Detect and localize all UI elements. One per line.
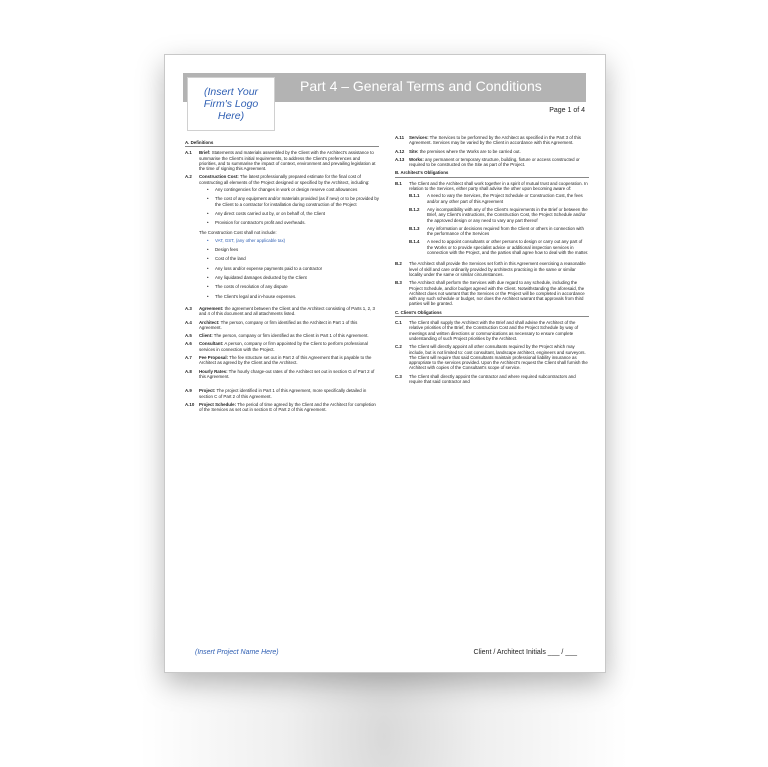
clause-text: The person, company or firm identified as the Client in Part 1 of this Agreement. (212, 333, 369, 339)
clause-text: The Architect shall perform the Services with due regard to any schedule, including the Project Schedule, and/or budget agreed with the Client. Notwithstanding the aforesaid, the Architect does not warrant that the Services or the Project will be completed in accordance with any such schedule or budget, nor does the Architect warrant that approvals from third parties will be granted. (409, 280, 585, 307)
clause-text: The period of time agreed by the Client and the Architect for completion of the Services as set out in section E of Part 2 of this Agreement. (199, 401, 376, 413)
clause-number: A.10 (185, 401, 195, 407)
sub-clause-b1-1: B.1.1 A need to vary the Services, the Project Schedule or Construction Cost, the fees and/or any other part of this Agreement (409, 193, 583, 204)
clause-a4 (185, 320, 379, 331)
clause-number: A.6 (185, 341, 192, 347)
bullet-item: • Any loss and/or expense payments paid to a contractor (207, 265, 323, 271)
page-number: Page 1 of 4 (549, 107, 585, 114)
clause-a5 (185, 333, 379, 338)
bullet-item: • The Client's legal and in-house expenses. (207, 293, 297, 299)
section-heading-b: B. Architect's Obligations (395, 170, 589, 177)
clause-text: The Client will directly appoint all other consultants required by the Project which may include, but is not limited to: cost consultant, landscape architect, engineers and surveyors. The Client will require that said Consultants maintain professional liability insurance as appropriate to the services provided. Upon the Architect's request the Client shall furnish the Architect with copies of the Consultant's scope of service. (409, 344, 588, 371)
bullet-icon: • (207, 237, 209, 243)
clause-a3 (185, 306, 379, 317)
clause-a9 (185, 388, 379, 399)
clause-c2 (395, 344, 589, 370)
clause-text: any permanent or temporary structure, building, fixture or access constructed or required to be constructed on the Site as part of the Project. (409, 156, 580, 168)
clause-number: A.7 (185, 355, 192, 361)
bullet-icon: • (207, 247, 209, 253)
right-column (395, 135, 589, 387)
clause-text: The Client and the Architect shall work together in a spirit of mutual trust and cooperation. In relation to the Services, either party shall advise the other upon becoming aware of: (409, 180, 588, 192)
sub-clause-b1-4: B.1.4 A need to appoint consultants or other persons to design or carry out any part of the Works or to provide specialist advice or additional inspection services in connection with the Project, and the parties shall agree how to deal with the matter. (409, 239, 589, 256)
clause-number: A.1 (185, 150, 192, 156)
clause-label: Consultant: (199, 341, 224, 347)
clause-label: Works: (409, 156, 424, 162)
clause-text: The latest professionally prepared estimate for the final cost of constructing all elements of the Project designed or specified by the Architect, including: (199, 174, 370, 185)
clause-label: Fee Proposal: (199, 355, 229, 361)
clause-c3 (395, 374, 589, 385)
logo-placeholder: (Insert Your Firm's Logo Here) (187, 77, 275, 131)
page-title: Part 4 – General Terms and Conditions (300, 78, 542, 94)
clause-c1 (395, 320, 589, 341)
clause-number: A.11 (395, 135, 405, 140)
sub-clause-b1-2: B.1.2 Any incompatibility with any of the Client's requirements in the Brief or between the Brief, any Client's instructions, the Construction Cost, the Project Schedule and/or the approved design or any need to vary any part thereof (409, 206, 588, 223)
clause-number: B.1 (395, 180, 402, 186)
clause-number: B.2 (395, 261, 402, 267)
bullet-icon: • (207, 196, 209, 202)
clause-number: A.5 (185, 333, 192, 339)
clause-a8 (185, 369, 379, 380)
bullet-item: • Provision for contractor's profit and overheads. (207, 220, 306, 226)
clause-a7 (185, 355, 379, 366)
clause-number: A.4 (185, 319, 192, 325)
clause-label: Architect: (199, 319, 220, 325)
clause-label: Hourly Rates: (199, 368, 228, 374)
clause-text: Statements and materials assembled by the Client with the Architect's assistance to summarise the Client's initial requirements, to address the Client's preferences and priorities, and to summarise the impact of context, environment and prevailing legislation at the time of signing this Agreement. (199, 150, 376, 172)
clause-number: C.2 (395, 344, 402, 350)
clause-number: A.9 (185, 388, 192, 394)
clause-label: Brief: (199, 150, 211, 156)
bullet-item: • Any liquidated damages deducted by the Client (207, 275, 307, 281)
bullet-icon: • (207, 187, 209, 193)
clause-text: the premises where the Works are to be carried out. (418, 148, 521, 154)
clause-text: The project identified in Part 1 of this Agreement, more specifically detailed in section C of Part 2 of this Agreement. (199, 388, 367, 399)
clause-a10 (185, 402, 379, 413)
clause-text: the agreement between the Client and the Architect consisting of Parts 1, 2, 3 and 4 of this document and all attachments listed. (199, 305, 375, 317)
clause-text: The fee structure set out in Part 2 of this Agreement that is payable to the Architect as agreed by the Client and the Architect. (199, 355, 372, 366)
clause-a2 (185, 174, 379, 302)
bullet-icon: • (207, 220, 209, 226)
bullet-item: • Cost of the land (207, 256, 246, 262)
clause-a11 (395, 135, 589, 146)
bullet-item: • Design fees (207, 247, 239, 253)
clause-text: The Services to be performed by the Architect as specified in the Part 3 of this Agreement. Services may be varied by the Client in accordance with this Agreement. (409, 135, 581, 146)
exclusion-intro: The Construction Cost shall not include: (199, 229, 277, 235)
clause-number: C.1 (395, 320, 402, 326)
bullet-item: • The costs of resolution of any dispute (207, 284, 288, 290)
clause-text: The person, company or firm identified as the Architect in Part 1 of this Agreement. (199, 319, 358, 330)
initials-line: Client / Architect Initials ___ / ___ (473, 649, 577, 656)
section-heading-a: A. Definitions (185, 140, 379, 147)
clause-b1 (395, 181, 589, 259)
section-heading-c: C. Client's Obligations (395, 310, 589, 317)
clause-label: Project Schedule: (199, 401, 237, 407)
clause-b2 (395, 261, 589, 277)
clause-label: Construction Cost: (199, 174, 239, 180)
clause-label: Agreement: (199, 305, 224, 311)
bullet-item: • Any contingencies for changes in work or design reserve cost allowances (207, 187, 358, 193)
clause-b3 (395, 280, 589, 306)
clause-label: Site: (409, 148, 419, 154)
clause-a1 (185, 150, 379, 171)
clause-number: A.13 (395, 156, 405, 162)
bullet-icon: • (207, 284, 209, 290)
clause-text: The hourly charge-out rates of the Architect set out in section G of Part 2 of this Agreement. (199, 368, 375, 379)
bullet-icon: • (207, 275, 209, 281)
clause-label: Project: (199, 388, 216, 394)
clause-text: The Client shall directly appoint the contractor and where required subcontractors and require that said contractor and (409, 373, 576, 384)
clause-number: C.3 (395, 373, 402, 379)
clause-a6 (185, 341, 379, 352)
bullet-icon: • (207, 210, 209, 216)
clause-a12 (395, 149, 589, 154)
clause-number: A.2 (185, 174, 192, 180)
bullet-item: • The cost of any equipment and/or materials provided (as if new) or to be provided by the Client to a contractor for installation during construction of the Project (207, 196, 380, 207)
clause-label: Client: (199, 333, 213, 339)
clause-label: Services: (409, 135, 429, 140)
sub-clause-b1-3: B.1.3 Any information or decisions required from the Client or others in connection with the performance of the Services (409, 225, 584, 237)
document-page (164, 54, 606, 673)
clause-text: The Architect shall provide the Services set forth in this Agreement exercising a reasonable level of skill and care ordinarily provided by architects practicing in the same or similar locality under the same or similar circumstances. (409, 261, 586, 277)
bullet-icon: • (207, 293, 209, 299)
clause-text: The Client shall supply the Architect with the Brief and shall advise the Architect of the relative priorities of the Brief, the Construction Cost and the Project Schedule by way of meetings and written directions or communications as necessary to ensure complete understanding of such Project priorities by the Architect. (409, 320, 579, 341)
clause-number: B.3 (395, 280, 402, 286)
bullet-icon: • (207, 256, 209, 262)
clause-a13 (395, 157, 589, 168)
left-column (185, 140, 379, 415)
clause-text: A person, company or firm appointed by the Client to perform professional services in connection with the Project. (199, 341, 368, 352)
clause-number: A.8 (185, 368, 192, 374)
bullet-item: • Any direct costs carried out by, or on behalf of, the Client (207, 210, 325, 216)
clause-number: A.12 (395, 148, 405, 154)
project-name-placeholder: (Insert Project Name Here) (195, 649, 279, 656)
clause-number: A.3 (185, 305, 192, 311)
bullet-icon: • (207, 265, 209, 271)
bullet-item-tax: • VAT, GST, (any other applicable tax) (207, 237, 286, 243)
